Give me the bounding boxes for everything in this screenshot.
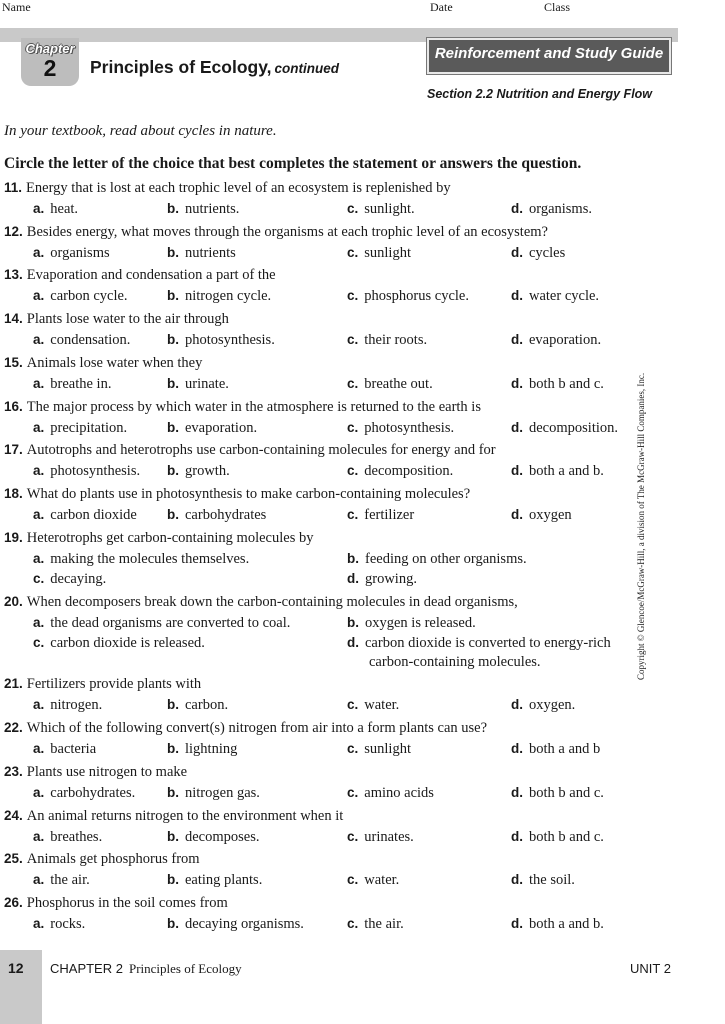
option-letter: b. xyxy=(167,507,179,522)
option-letter: d. xyxy=(511,507,523,522)
question-text: Heterotrophs get carbon-containing molecules by xyxy=(26,530,314,546)
option-text: urinates. xyxy=(364,829,414,845)
answer-option-c[interactable] xyxy=(347,916,404,933)
answer-option-d[interactable] xyxy=(511,245,565,262)
option-text: water. xyxy=(364,872,400,888)
question-number: 23. xyxy=(4,764,23,779)
answer-option-c[interactable] xyxy=(347,785,434,802)
question-number: 15. xyxy=(4,355,23,370)
answer-option-b[interactable] xyxy=(167,332,275,349)
option-letter: b. xyxy=(347,551,359,566)
option-letter: a. xyxy=(33,463,45,478)
option-text: feeding on other organisms. xyxy=(365,551,527,567)
option-text: sunlight xyxy=(364,741,411,757)
option-text: nitrogen cycle. xyxy=(185,288,272,304)
option-letter: a. xyxy=(33,741,45,756)
option-letter: b. xyxy=(167,697,179,712)
option-letter: b. xyxy=(167,288,179,303)
question-number: 13. xyxy=(4,267,23,282)
answer-option-d[interactable] xyxy=(347,635,611,652)
question-text: The major process by which water in the atmosphere is returned to the earth is xyxy=(26,399,481,415)
option-text: photosynthesis. xyxy=(185,332,275,348)
option-letter: c. xyxy=(347,785,359,800)
answer-option-a[interactable] xyxy=(33,245,110,262)
question-text: Animals lose water when they xyxy=(26,355,203,371)
option-letter: a. xyxy=(33,420,45,435)
option-letter: c. xyxy=(347,741,359,756)
question-number: 19. xyxy=(4,530,23,545)
option-text: both a and b. xyxy=(529,463,604,479)
answer-option-c[interactable] xyxy=(347,741,411,758)
footer-chapter xyxy=(50,961,242,977)
answer-option-b[interactable] xyxy=(167,785,260,802)
answer-option-a[interactable] xyxy=(33,420,127,437)
option-letter: d. xyxy=(511,201,523,216)
option-text: carbohydrates xyxy=(185,507,267,523)
option-letter: d. xyxy=(511,420,523,435)
answer-option-c[interactable] xyxy=(347,507,414,524)
option-letter: c. xyxy=(347,420,359,435)
option-letter: a. xyxy=(33,697,45,712)
answer-option-a[interactable] xyxy=(33,697,102,714)
answer-option-d[interactable] xyxy=(511,916,604,933)
option-text: decaying organisms. xyxy=(185,916,304,932)
question-number: 14. xyxy=(4,311,23,326)
option-letter: d. xyxy=(511,872,523,887)
option-text: both b and c. xyxy=(529,785,604,801)
answer-option-a[interactable] xyxy=(33,201,78,218)
answer-option-d[interactable] xyxy=(347,571,417,588)
answer-option-c[interactable] xyxy=(347,829,414,846)
option-text: cycles xyxy=(529,245,566,261)
option-text: nutrients. xyxy=(185,201,240,217)
footer-unit: UNIT 2 xyxy=(630,961,671,976)
option-text: precipitation. xyxy=(50,420,128,436)
question-26 xyxy=(4,895,228,912)
question-11 xyxy=(4,180,451,197)
answer-option-a[interactable] xyxy=(33,785,135,802)
answer-option-d[interactable] xyxy=(511,785,604,802)
option-text: photosynthesis. xyxy=(364,420,455,436)
option-text: heat. xyxy=(50,201,79,217)
option-text: breathes. xyxy=(50,829,103,845)
answer-option-c[interactable] xyxy=(347,288,469,305)
name-label: Name xyxy=(2,0,31,14)
date-label: Date xyxy=(430,0,453,14)
option-letter: a. xyxy=(33,829,45,844)
answer-option-d[interactable] xyxy=(511,288,599,305)
class-label: Class xyxy=(544,0,571,14)
answer-option-b[interactable] xyxy=(167,829,260,846)
option-letter: a. xyxy=(33,288,45,303)
option-text: breathe out. xyxy=(364,376,433,392)
option-letter: d. xyxy=(511,288,523,303)
answer-option-c[interactable] xyxy=(347,245,411,262)
answer-option-c[interactable] xyxy=(347,332,427,349)
option-text: nitrogen. xyxy=(50,697,103,713)
option-text: carbon dioxide xyxy=(50,507,137,523)
option-text: amino acids xyxy=(364,785,434,801)
answer-option-b[interactable] xyxy=(167,245,236,262)
answer-option-a[interactable] xyxy=(33,916,85,933)
option-letter: b. xyxy=(167,829,179,844)
option-text: carbon dioxide is released. xyxy=(50,635,205,651)
option-text: decomposition. xyxy=(529,420,619,436)
option-text: nutrients xyxy=(185,245,236,261)
option-text: breathe in. xyxy=(50,376,112,392)
option-text: decaying. xyxy=(50,571,107,587)
option-text: growth. xyxy=(185,463,230,479)
answer-option-d[interactable] xyxy=(511,829,604,846)
option-text: decomposition. xyxy=(364,463,454,479)
option-text: both a and b. xyxy=(529,916,604,932)
question-number: 26. xyxy=(4,895,23,910)
question-number: 16. xyxy=(4,399,23,414)
option-letter: a. xyxy=(33,916,45,931)
answer-option-b[interactable] xyxy=(347,615,476,632)
answer-option-b[interactable] xyxy=(167,916,304,933)
directions-text: Circle the letter of the choice that best completes the statement or answers the question. xyxy=(4,155,582,172)
section-title: Section 2.2 Nutrition and Energy Flow xyxy=(427,87,653,101)
question-17 xyxy=(4,442,496,459)
chapter-continued: continued xyxy=(274,61,340,76)
answer-option-d[interactable] xyxy=(511,741,600,758)
option-text: fertilizer xyxy=(364,507,415,523)
option-letter: b. xyxy=(167,916,179,931)
option-text: the soil. xyxy=(529,872,575,888)
answer-option-a[interactable] xyxy=(33,332,130,349)
answer-option-a[interactable] xyxy=(33,376,111,393)
question-number: 24. xyxy=(4,808,23,823)
answer-option-a[interactable] xyxy=(33,463,140,480)
option-letter: d. xyxy=(511,332,523,347)
question-text: Plants lose water to the air through xyxy=(26,311,229,327)
option-text: the air. xyxy=(50,872,90,888)
question-text: When decomposers break down the carbon-containing molecules in dead organisms, xyxy=(26,594,518,610)
option-letter: c. xyxy=(347,507,359,522)
option-letter: c. xyxy=(347,245,359,260)
option-letter: b. xyxy=(167,376,179,391)
question-number: 18. xyxy=(4,486,23,501)
option-letter: c. xyxy=(347,916,359,931)
option-text: sunlight xyxy=(364,245,411,261)
option-letter: d. xyxy=(347,635,359,650)
chapter-word: Chapter xyxy=(25,41,75,56)
option-letter: a. xyxy=(33,785,45,800)
copyright-notice: Copyright © Glencoe/McGraw-Hill, a division of The McGraw-Hill Companies, Inc. xyxy=(636,372,646,680)
answer-option-a[interactable] xyxy=(33,872,90,889)
question-25 xyxy=(4,851,200,868)
answer-option-a[interactable] xyxy=(33,551,249,568)
question-23 xyxy=(4,764,187,781)
answer-option-d[interactable] xyxy=(511,872,575,889)
option-text: evaporation. xyxy=(529,332,602,348)
option-text: water. xyxy=(364,697,400,713)
option-letter: a. xyxy=(33,615,45,630)
option-text: condensation. xyxy=(50,332,131,348)
answer-option-b[interactable] xyxy=(167,288,271,305)
intro-text: In your textbook, read about cycles in nature. xyxy=(4,123,277,139)
option-letter: d. xyxy=(511,376,523,391)
answer-option-b[interactable] xyxy=(167,376,229,393)
answer-option-d[interactable] xyxy=(511,332,601,349)
question-text: Autotrophs and heterotrophs use carbon-containing molecules for energy and for xyxy=(26,442,496,458)
answer-option-b[interactable] xyxy=(167,697,228,714)
option-text: carbon cycle. xyxy=(50,288,128,304)
option-text: their roots. xyxy=(364,332,428,348)
option-letter: d. xyxy=(511,697,523,712)
option-text: urinate. xyxy=(185,376,229,392)
option-text: oxygen xyxy=(529,507,572,523)
option-letter: b. xyxy=(167,420,179,435)
option-text: both a and b xyxy=(529,741,601,757)
option-text-continued: carbon-containing molecules. xyxy=(369,654,541,670)
answer-option-a[interactable] xyxy=(33,507,137,524)
answer-option-c[interactable] xyxy=(347,420,454,437)
question-13 xyxy=(4,267,276,284)
option-letter: b. xyxy=(167,785,179,800)
option-letter: b. xyxy=(167,201,179,216)
answer-option-c[interactable] xyxy=(347,872,399,889)
answer-option-c[interactable] xyxy=(33,571,106,588)
chapter-title xyxy=(90,57,339,78)
option-letter: a. xyxy=(33,376,45,391)
question-number: 22. xyxy=(4,720,23,735)
option-letter: b. xyxy=(167,332,179,347)
question-text: An animal returns nitrogen to the environment when it xyxy=(26,808,344,824)
question-text: Which of the following convert(s) nitrogen from air into a form plants can use? xyxy=(26,720,488,736)
option-letter: d. xyxy=(511,741,523,756)
option-letter: b. xyxy=(167,245,179,260)
question-number: 20. xyxy=(4,594,23,609)
answer-option-c[interactable] xyxy=(33,635,205,652)
answer-option-b[interactable] xyxy=(167,420,257,437)
option-text: organisms. xyxy=(529,201,592,217)
option-letter: a. xyxy=(33,245,45,260)
option-letter: c. xyxy=(347,201,359,216)
question-number: 12. xyxy=(4,224,23,239)
option-text: nitrogen gas. xyxy=(185,785,260,801)
answer-option-b[interactable] xyxy=(167,741,237,758)
chapter-title-text: Principles of Ecology, xyxy=(90,57,272,77)
question-16 xyxy=(4,399,481,416)
question-text: Animals get phosphorus from xyxy=(26,851,200,867)
option-text: phosphorus cycle. xyxy=(364,288,469,304)
option-text: rocks. xyxy=(50,916,86,932)
answer-option-a[interactable] xyxy=(33,741,96,758)
footer-chapter-label: CHAPTER 2 xyxy=(50,961,123,976)
answer-option-b[interactable] xyxy=(167,463,230,480)
answer-option-a[interactable] xyxy=(33,288,128,305)
option-letter: d. xyxy=(511,463,523,478)
option-letter: d. xyxy=(511,916,523,931)
option-text: photosynthesis. xyxy=(50,463,141,479)
option-letter: c. xyxy=(347,376,359,391)
option-letter: a. xyxy=(33,201,45,216)
option-letter: a. xyxy=(33,332,45,347)
question-24 xyxy=(4,808,343,825)
answer-option-d[interactable] xyxy=(511,376,604,393)
answer-option-c[interactable] xyxy=(347,376,433,393)
option-text: organisms xyxy=(50,245,110,261)
answer-option-c[interactable] xyxy=(347,697,399,714)
answer-option-c[interactable] xyxy=(347,201,415,218)
option-letter: b. xyxy=(347,615,359,630)
question-18 xyxy=(4,486,470,503)
option-letter: c. xyxy=(347,872,359,887)
page-number: 12 xyxy=(8,960,24,976)
answer-option-d[interactable] xyxy=(511,463,604,480)
option-letter: c. xyxy=(33,571,45,586)
answer-option-b[interactable] xyxy=(167,507,266,524)
option-letter: c. xyxy=(347,332,359,347)
option-letter: c. xyxy=(347,829,359,844)
answer-option-a[interactable] xyxy=(33,615,290,632)
option-text: lightning xyxy=(185,741,238,757)
option-text: water cycle. xyxy=(529,288,600,304)
option-text: oxygen. xyxy=(529,697,576,713)
option-letter: d. xyxy=(511,245,523,260)
question-text: Phosphorus in the soil comes from xyxy=(26,895,228,911)
option-letter: c. xyxy=(33,635,45,650)
option-letter: d. xyxy=(511,785,523,800)
option-letter: d. xyxy=(347,571,359,586)
chapter-number: 2 xyxy=(43,55,57,81)
answer-option-d[interactable] xyxy=(511,201,592,218)
question-19 xyxy=(4,530,313,547)
question-number: 25. xyxy=(4,851,23,866)
option-letter: a. xyxy=(33,872,45,887)
question-number: 21. xyxy=(4,676,23,691)
option-text: the dead organisms are converted to coal. xyxy=(50,615,291,631)
option-text: carbon dioxide is converted to energy-rich xyxy=(365,635,611,651)
option-text: evaporation. xyxy=(185,420,258,436)
question-20 xyxy=(4,594,518,611)
option-text: sunlight. xyxy=(364,201,415,217)
question-number: 17. xyxy=(4,442,23,457)
option-text: decomposes. xyxy=(185,829,260,845)
option-letter: a. xyxy=(33,507,45,522)
question-14 xyxy=(4,311,229,328)
answer-option-d[interactable] xyxy=(511,420,618,437)
question-number: 11. xyxy=(4,180,23,195)
option-text: carbohydrates. xyxy=(50,785,136,801)
footer-chapter-name: Principles of Ecology xyxy=(128,961,242,976)
answer-option-d[interactable] xyxy=(511,507,572,524)
option-text: carbon. xyxy=(185,697,229,713)
question-15 xyxy=(4,355,202,372)
option-letter: c. xyxy=(347,697,359,712)
question-text: Evaporation and condensation a part of the xyxy=(26,267,276,283)
question-text: Besides energy, what moves through the organisms at each trophic level of an ecosystem? xyxy=(26,224,548,240)
question-text: What do plants use in photosynthesis to make carbon-containing molecules? xyxy=(26,486,471,502)
option-letter: c. xyxy=(347,463,359,478)
question-22 xyxy=(4,720,487,737)
option-letter: c. xyxy=(347,288,359,303)
option-letter: b. xyxy=(167,741,179,756)
option-letter: b. xyxy=(167,463,179,478)
question-12 xyxy=(4,224,548,241)
answer-option-a[interactable] xyxy=(33,829,102,846)
answer-option-b[interactable] xyxy=(347,551,527,568)
guide-title: Reinforcement and Study Guide xyxy=(434,45,664,62)
question-text: Fertilizers provide plants with xyxy=(26,676,202,692)
answer-option-c[interactable] xyxy=(347,463,453,480)
option-text: eating plants. xyxy=(185,872,263,888)
question-21 xyxy=(4,676,201,693)
option-text: both b and c. xyxy=(529,376,604,392)
option-letter: a. xyxy=(33,551,45,566)
option-text: both b and c. xyxy=(529,829,604,845)
answer-option-b[interactable] xyxy=(167,201,239,218)
answer-option-b[interactable] xyxy=(167,872,262,889)
option-text: bacteria xyxy=(50,741,97,757)
option-letter: d. xyxy=(511,829,523,844)
option-text: growing. xyxy=(365,571,417,587)
question-text: Plants use nitrogen to make xyxy=(26,764,188,780)
option-text: making the molecules themselves. xyxy=(50,551,250,567)
option-text: oxygen is released. xyxy=(365,615,476,631)
question-text: Energy that is lost at each trophic level of an ecosystem is replenished by xyxy=(26,180,451,196)
option-letter: b. xyxy=(167,872,179,887)
option-text: the air. xyxy=(364,916,404,932)
answer-option-d[interactable] xyxy=(511,697,575,714)
